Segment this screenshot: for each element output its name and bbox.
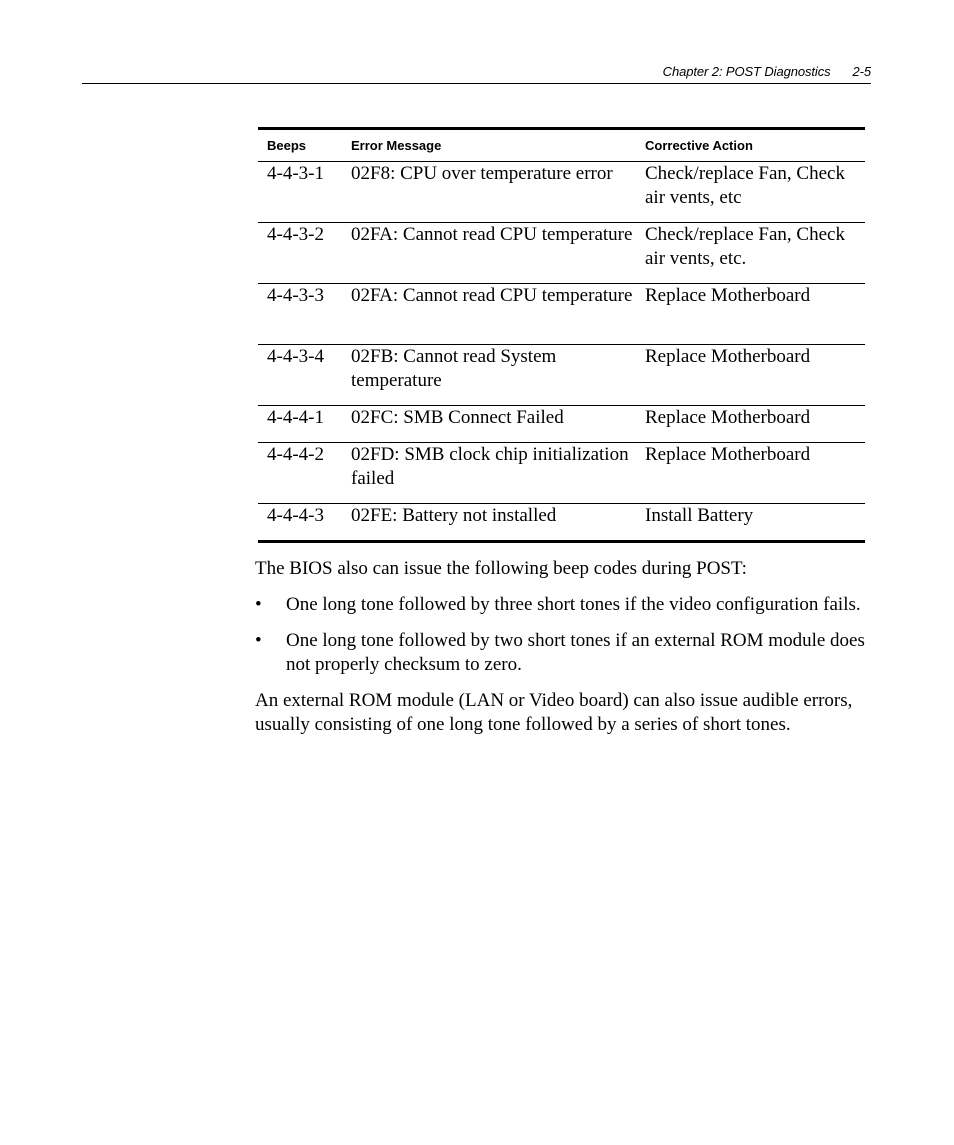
error-message-cell: 02FB: Cannot read System temperature — [342, 345, 636, 406]
corrective-action-cell: Replace Motherboard — [636, 284, 865, 345]
table-row — [258, 443, 865, 504]
beep-code-list — [255, 593, 870, 677]
bullet-icon: • — [255, 630, 262, 651]
corrective-action-cell: Replace Motherboard — [636, 406, 865, 443]
page-number: 2-5 — [852, 64, 871, 79]
header-rule — [82, 83, 871, 84]
table-row — [258, 345, 865, 406]
chapter-title: Chapter 2: POST Diagnostics — [662, 64, 831, 79]
table-row — [258, 504, 865, 542]
header-error-message: Error Message — [342, 129, 636, 162]
intro-paragraph: The BIOS also can issue the following beep codes during POST: — [255, 558, 747, 579]
table-row — [258, 284, 865, 345]
table-row — [258, 162, 865, 223]
corrective-action-cell: Install Battery — [645, 505, 754, 526]
error-message-cell: 02FA: Cannot read CPU temperature — [342, 223, 636, 284]
beeps-cell: 4-4-3-2 — [258, 223, 342, 284]
body-text — [255, 557, 870, 749]
beeps-cell: 4-4-3-4 — [258, 345, 342, 406]
error-message-cell: 02F8: CPU over temperature error — [342, 162, 636, 223]
table-header-row — [258, 129, 865, 162]
table-row — [258, 223, 865, 284]
list-item — [255, 593, 870, 617]
corrective-action-cell: Check/replace Fan, Check air vents, etc. — [636, 223, 865, 284]
error-message-cell: 02FC: SMB Connect Failed — [342, 406, 636, 443]
corrective-action-cell: Replace Motherboard — [636, 345, 865, 406]
error-message-cell: 02FE: Battery not installed — [351, 505, 557, 526]
beep-codes-table — [258, 127, 865, 543]
list-item-text: One long tone followed by two short tones if an external ROM module does not properly checksum to zero. — [286, 630, 865, 675]
table-row — [258, 406, 865, 443]
header-corrective-action: Corrective Action — [636, 129, 865, 162]
beeps-cell: 4-4-4-3 — [267, 505, 324, 526]
error-message-cell: 02FA: Cannot read CPU temperature — [342, 284, 636, 345]
list-item — [255, 629, 870, 677]
closing-paragraph: An external ROM module (LAN or Video board) can also issue audible errors, usually consisting of one long tone followed by a series of short tones. — [255, 690, 853, 735]
corrective-action-cell: Replace Motherboard — [636, 443, 865, 504]
list-item-text: One long tone followed by three short tones if the video configuration fails. — [286, 594, 861, 615]
running-header — [82, 64, 871, 79]
beeps-cell: 4-4-4-2 — [258, 443, 342, 504]
bullet-icon: • — [255, 594, 262, 615]
beeps-cell: 4-4-3-3 — [258, 284, 342, 345]
beeps-cell: 4-4-4-1 — [258, 406, 342, 443]
error-message-cell: 02FD: SMB clock chip initialization failed — [342, 443, 636, 504]
header-beeps: Beeps — [258, 129, 342, 162]
corrective-action-cell: Check/replace Fan, Check air vents, etc — [636, 162, 865, 223]
beeps-cell: 4-4-3-1 — [258, 162, 342, 223]
